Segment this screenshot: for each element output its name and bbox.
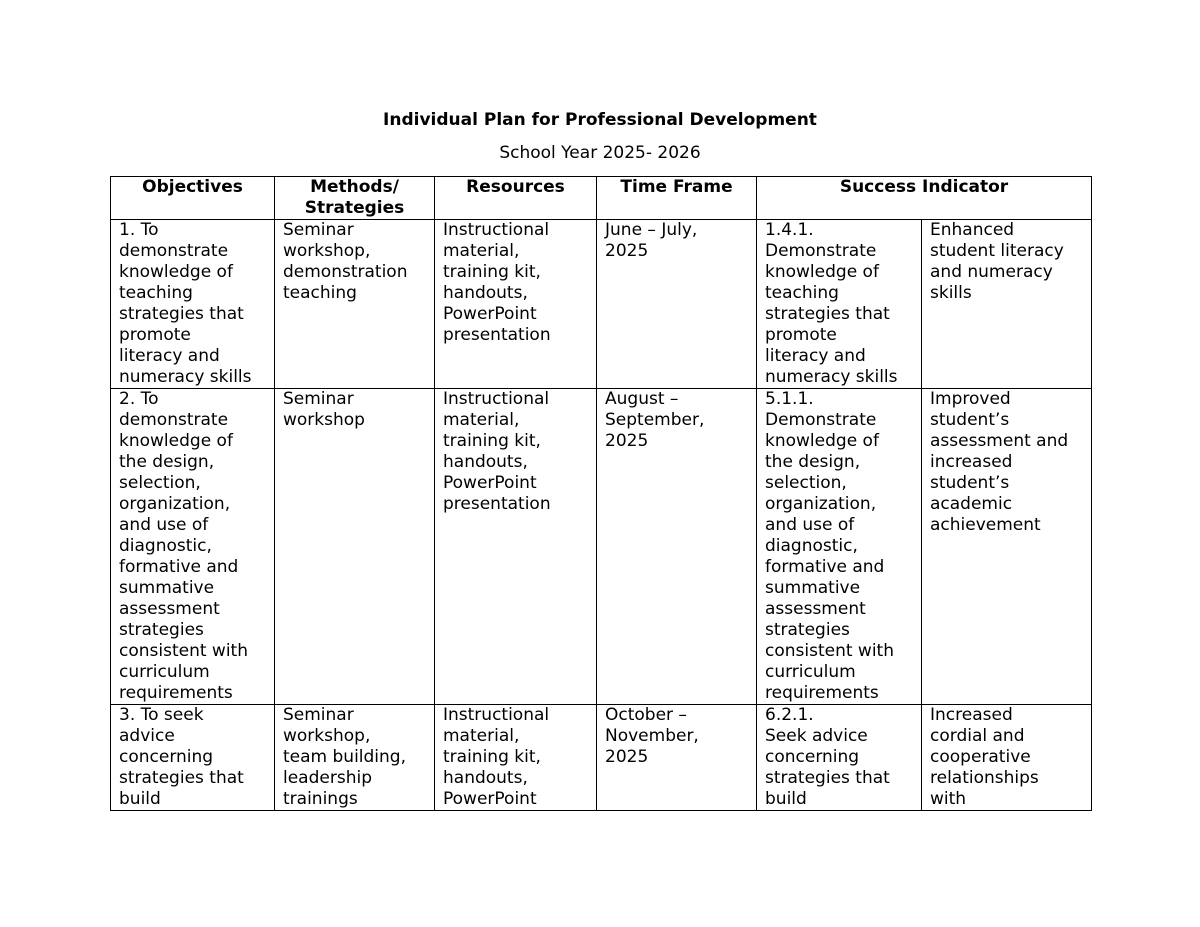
cell-text-line: team building, xyxy=(283,747,407,767)
cell-text-line: curriculum xyxy=(119,662,210,682)
cell-text-line: consistent with xyxy=(765,641,894,661)
cell-text-line: build xyxy=(765,789,807,809)
cell-text-line: consistent with xyxy=(119,641,248,661)
cell-text-line: demonstrate xyxy=(119,410,229,430)
cell-text-line: requirements xyxy=(119,683,233,703)
cell-time-frame xyxy=(597,705,757,811)
cell-text-line: numeracy skills xyxy=(765,367,898,387)
cell-text-line: material, xyxy=(443,726,520,746)
cell-text-line: student literacy xyxy=(930,241,1064,261)
cell-text-line: 5.1.1. xyxy=(765,389,814,409)
table-header-row xyxy=(111,177,1092,220)
cell-text-line: the design, xyxy=(119,452,215,472)
cell-text-line: Seek advice xyxy=(765,726,868,746)
cell-success-indicator xyxy=(757,220,922,389)
cell-text-line: cordial and xyxy=(930,726,1025,746)
cell-text-line: build xyxy=(119,789,161,809)
cell-text-line: literacy and xyxy=(119,346,220,366)
document-title: Individual Plan for Professional Development xyxy=(383,110,817,130)
cell-text-line: handouts, xyxy=(443,768,528,788)
cell-text-line: 6.2.1. xyxy=(765,705,814,725)
cell-text-line: Demonstrate xyxy=(765,241,877,261)
cell-text-line: 3. To seek xyxy=(119,705,204,725)
cell-text-line: handouts, xyxy=(443,283,528,303)
cell-resources xyxy=(435,705,597,811)
cell-text-line: organization, xyxy=(119,494,231,514)
cell-text-line: strategies that xyxy=(765,768,890,788)
cell-text-line: organization, xyxy=(765,494,877,514)
cell-text-line: 1.4.1. xyxy=(765,220,814,240)
cell-text-line: presentation xyxy=(443,325,551,345)
cell-text-line: numeracy skills xyxy=(119,367,252,387)
cell-text-line: teaching xyxy=(765,283,839,303)
cell-text-line: promote xyxy=(765,325,837,345)
cell-text-line: PowerPoint xyxy=(443,304,537,324)
cell-text-line: promote xyxy=(119,325,191,345)
cell-text-line: workshop xyxy=(283,410,365,430)
document-subtitle: School Year 2025- 2026 xyxy=(499,143,701,163)
cell-expected-outcome xyxy=(922,705,1092,811)
cell-resources xyxy=(435,220,597,389)
cell-text-line: assessment xyxy=(119,599,220,619)
cell-text-line: and numeracy xyxy=(930,262,1053,282)
cell-text-line: selection, xyxy=(765,473,847,493)
cell-text-line: advice xyxy=(119,726,175,746)
header-objectives: Objectives xyxy=(111,177,275,220)
cell-text-line: presentation xyxy=(443,494,551,514)
cell-text-line: strategies that xyxy=(119,768,244,788)
cell-text-line: student’s xyxy=(930,410,1010,430)
cell-methods xyxy=(275,389,435,705)
cell-text-line: material, xyxy=(443,241,520,261)
cell-text-line: 2025 xyxy=(605,431,649,451)
cell-text-line: and use of xyxy=(119,515,209,535)
cell-text-line: summative xyxy=(765,578,861,598)
cell-text-line: formative and xyxy=(119,557,239,577)
header-time-frame: Time Frame xyxy=(597,177,757,220)
cell-text-line: formative and xyxy=(765,557,885,577)
cell-text-line: workshop, xyxy=(283,726,371,746)
cell-text-line: training kit, xyxy=(443,747,541,767)
cell-expected-outcome xyxy=(922,220,1092,389)
cell-text-line: Instructional xyxy=(443,389,550,409)
cell-text-line: August – xyxy=(605,389,679,409)
cell-text-line: teaching xyxy=(119,283,193,303)
table-row xyxy=(111,220,1092,389)
cell-text-line: 1. To xyxy=(119,220,159,240)
cell-text-line: training kit, xyxy=(443,262,541,282)
cell-methods xyxy=(275,220,435,389)
cell-text-line: strategies xyxy=(765,620,850,640)
cell-text-line: Enhanced xyxy=(930,220,1015,240)
cell-text-line: knowledge of xyxy=(765,262,879,282)
cell-text-line: student’s xyxy=(930,473,1010,493)
cell-success-indicator xyxy=(757,389,922,705)
cell-text-line: 2. To xyxy=(119,389,159,409)
cell-text-line: leadership xyxy=(283,768,372,788)
cell-text-line: Improved xyxy=(930,389,1011,409)
professional-development-table xyxy=(110,176,1092,811)
cell-objective xyxy=(111,220,275,389)
table-row xyxy=(111,389,1092,705)
cell-text-line: material, xyxy=(443,410,520,430)
cell-text-line: 2025 xyxy=(605,747,649,767)
cell-text-line: Seminar xyxy=(283,220,354,240)
cell-text-line: assessment and xyxy=(930,431,1069,451)
cell-text-line: strategies that xyxy=(119,304,244,324)
cell-text-line: Seminar xyxy=(283,705,354,725)
cell-text-line: trainings xyxy=(283,789,358,809)
cell-text-line: Instructional xyxy=(443,220,550,240)
cell-text-line: with xyxy=(930,789,967,809)
cell-text-line: relationships xyxy=(930,768,1039,788)
header-success-indicator: Success Indicator xyxy=(757,177,1092,220)
cell-text-line: achievement xyxy=(930,515,1041,535)
cell-text-line: strategies xyxy=(119,620,204,640)
header-methods-line2: Strategies xyxy=(304,198,405,218)
cell-text-line: assessment xyxy=(765,599,866,619)
cell-objective xyxy=(111,705,275,811)
cell-success-indicator xyxy=(757,705,922,811)
cell-text-line: knowledge of xyxy=(119,262,233,282)
cell-text-line: Seminar xyxy=(283,389,354,409)
cell-text-line: concerning xyxy=(119,747,214,767)
cell-text-line: literacy and xyxy=(765,346,866,366)
cell-text-line: September, xyxy=(605,410,705,430)
cell-text-line: and use of xyxy=(765,515,855,535)
cell-text-line: selection, xyxy=(119,473,201,493)
cell-text-line: the design, xyxy=(765,452,861,472)
cell-text-line: diagnostic, xyxy=(119,536,212,556)
cell-resources xyxy=(435,389,597,705)
header-resources: Resources xyxy=(435,177,597,220)
table-row xyxy=(111,705,1092,811)
cell-objective xyxy=(111,389,275,705)
cell-text-line: handouts, xyxy=(443,452,528,472)
cell-text-line: strategies that xyxy=(765,304,890,324)
cell-text-line: Increased xyxy=(930,705,1013,725)
cell-text-line: requirements xyxy=(765,683,879,703)
cell-text-line: workshop, xyxy=(283,241,371,261)
cell-text-line: cooperative xyxy=(930,747,1031,767)
cell-text-line: increased xyxy=(930,452,1013,472)
cell-text-line: demonstration xyxy=(283,262,408,282)
cell-text-line: demonstrate xyxy=(119,241,229,261)
header-methods-line1: Methods/ xyxy=(310,177,399,197)
cell-text-line: PowerPoint xyxy=(443,473,537,493)
cell-text-line: curriculum xyxy=(765,662,856,682)
cell-time-frame xyxy=(597,220,757,389)
cell-text-line: June – July, xyxy=(605,220,698,240)
cell-methods xyxy=(275,705,435,811)
cell-text-line: knowledge of xyxy=(765,431,879,451)
cell-text-line: skills xyxy=(930,283,972,303)
cell-text-line: November, xyxy=(605,726,699,746)
cell-text-line: summative xyxy=(119,578,215,598)
cell-text-line: concerning xyxy=(765,747,860,767)
cell-time-frame xyxy=(597,389,757,705)
cell-expected-outcome xyxy=(922,389,1092,705)
cell-text-line: teaching xyxy=(283,283,357,303)
cell-text-line: training kit, xyxy=(443,431,541,451)
cell-text-line: Demonstrate xyxy=(765,410,877,430)
cell-text-line: 2025 xyxy=(605,241,649,261)
cell-text-line: October – xyxy=(605,705,687,725)
cell-text-line: academic xyxy=(930,494,1013,514)
cell-text-line: diagnostic, xyxy=(765,536,858,556)
cell-text-line: PowerPoint xyxy=(443,789,537,809)
cell-text-line: knowledge of xyxy=(119,431,233,451)
cell-text-line: Instructional xyxy=(443,705,550,725)
header-methods-strategies xyxy=(275,177,435,220)
